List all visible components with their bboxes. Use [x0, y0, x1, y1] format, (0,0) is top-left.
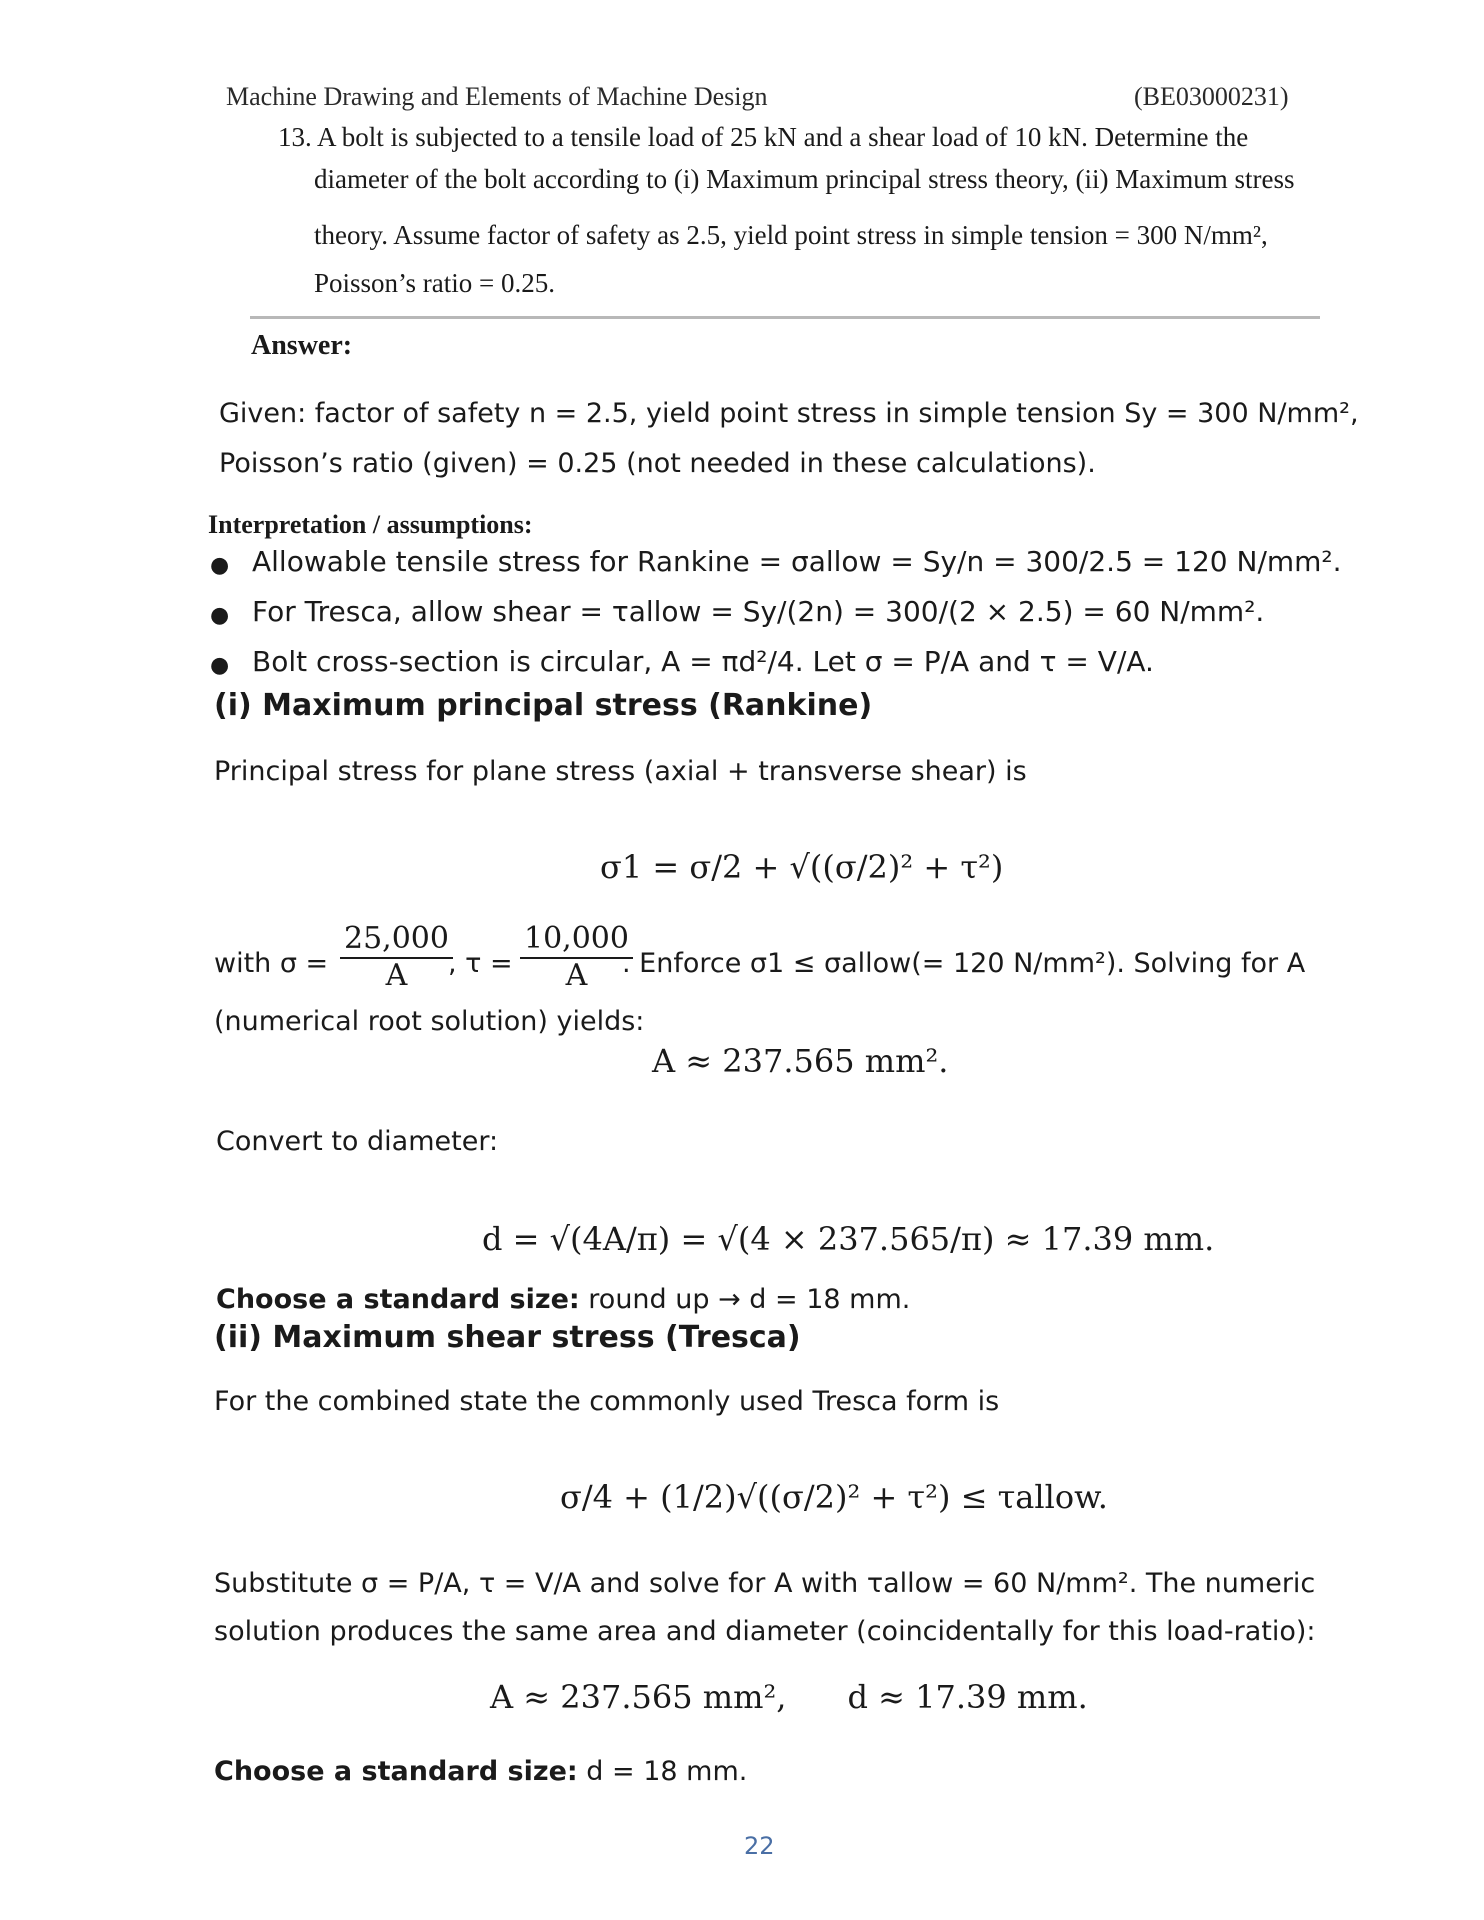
interpretation-heading: Interpretation / assumptions: [208, 510, 533, 539]
substitute-line-1: Substitute σ = P/A, τ = V/A and solve for A with τallow = 60 N/mm². The numeric [214, 1568, 1316, 1599]
given-line-2: Poisson’s ratio (given) = 0.25 (not needed in these calculations). [219, 448, 1096, 479]
choose-standard-label: Choose a standard size: [216, 1284, 580, 1315]
bullet-dot-icon: ● [210, 603, 230, 628]
sigma-definition-prefix: with σ = [214, 948, 329, 979]
page-number: 22 [744, 1832, 775, 1860]
section-2-choose-line [214, 1756, 747, 1787]
section-2-heading: (ii) Maximum shear stress (Tresca) [214, 1320, 801, 1355]
question-line-4: Poisson’s ratio = 0.25. [314, 268, 555, 298]
sigma-fraction-numerator: 25,000 [340, 922, 453, 959]
substitute-line-2: solution produces the same area and diameter (coincidentally for this load-ratio): [214, 1616, 1316, 1647]
question-line-3: theory. Assume factor of safety as 2.5, yield point stress in simple tension = 300 N/mm², [314, 220, 1268, 250]
diameter-equation: d = √(4A/π) = √(4 × 237.565/π) ≈ 17.39 mm. [482, 1220, 1215, 1258]
section-1-heading: (i) Maximum principal stress (Rankine) [214, 688, 873, 723]
section-1-choose-line [216, 1284, 910, 1315]
bullet-cross-section: Bolt cross-section is circular, A = πd²/4. Let σ = P/A and τ = V/A. [252, 645, 1154, 678]
choose-standard-label: Choose a standard size: [214, 1756, 578, 1787]
bullet-rankine-allowable: Allowable tensile stress for Rankine = σallow = Sy/n = 300/2.5 = 120 N/mm². [252, 545, 1342, 578]
convert-diameter-label: Convert to diameter: [216, 1126, 499, 1157]
bullet-dot-icon: ● [210, 653, 230, 678]
enforce-condition: . Enforce σ1 ≤ σallow(= 120 N/mm²). Solving for A [622, 948, 1306, 979]
tresca-equation: σ/4 + (1/2)√((σ/2)² + τ²) ≤ τallow. [560, 1478, 1108, 1516]
bullet-dot-icon: ● [210, 553, 230, 578]
running-header-code: (BE03000231) [1134, 82, 1289, 111]
sigma-fraction [340, 922, 453, 993]
running-header-title: Machine Drawing and Elements of Machine Design [226, 82, 768, 111]
question-line-1: 13. A bolt is subjected to a tensile load of 25 kN and a shear load of 10 kN. Determine the [278, 122, 1249, 152]
sigma-fraction-denominator: A [385, 957, 408, 993]
tau-fraction-numerator: 10,000 [520, 922, 633, 959]
choose-standard-value: round up → d = 18 mm. [588, 1284, 911, 1315]
section-1-intro: Principal stress for plane stress (axial + transverse shear) is [214, 756, 1027, 787]
question-line-2: diameter of the bolt according to (i) Maximum principal stress theory, (ii) Maximum stress [314, 164, 1295, 194]
choose-standard-value: d = 18 mm. [586, 1756, 748, 1787]
question-divider [250, 316, 1320, 319]
tau-fraction-denominator: A [565, 957, 588, 993]
principal-stress-equation: σ1 = σ/2 + √((σ/2)² + τ²) [600, 848, 1004, 886]
given-line-1: Given: factor of safety n = 2.5, yield point stress in simple tension Sy = 300 N/mm², [219, 398, 1359, 429]
tresca-result: A ≈ 237.565 mm², d ≈ 17.39 mm. [490, 1678, 1088, 1716]
section-2-intro: For the combined state the commonly used Tresca form is [214, 1386, 1000, 1417]
area-result: A ≈ 237.565 mm². [652, 1042, 949, 1080]
tau-definition-prefix: , τ = [448, 948, 513, 979]
numerical-solution-text: (numerical root solution) yields: [214, 1006, 645, 1037]
tau-fraction [520, 922, 633, 993]
bullet-tresca-allowable: For Tresca, allow shear = τallow = Sy/(2n) = 300/(2 × 2.5) = 60 N/mm². [252, 595, 1265, 628]
answer-label: Answer: [251, 330, 353, 361]
